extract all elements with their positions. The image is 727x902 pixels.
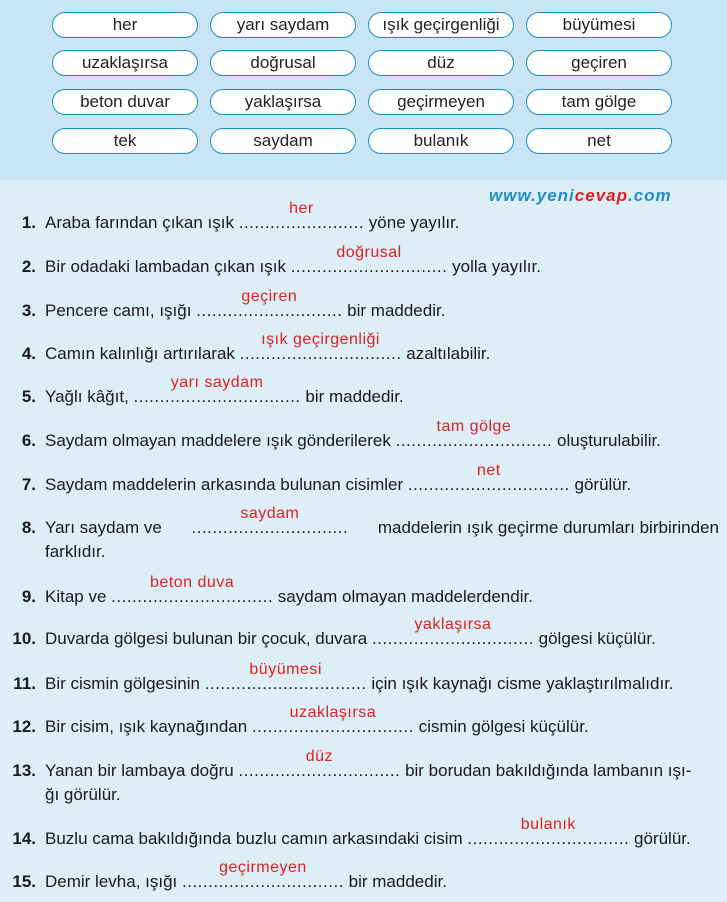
answer-blank: ............................... uzaklaşırsa [251,704,414,736]
question-suffix: bir maddedir. [300,387,404,406]
question-prefix: Kitap ve [45,587,112,606]
question-text [45,374,404,408]
handwritten-answer: ışık geçirgenliği [261,331,380,348]
question-number: 2. [21,257,36,276]
handwritten-answer: düz [305,748,334,765]
answer-blank: ............................... düz [238,748,401,780]
question-number: 15. [12,872,36,891]
handwritten-answer: yaklaşırsa [414,616,492,633]
answer-blank: ........................ her [238,200,365,232]
word-bank-pill: uzaklaşırsa [52,50,198,76]
question-prefix: Yanan bir lambaya doğru [45,761,239,780]
question-number: 3. [21,301,36,320]
question-text [45,661,674,695]
question-text [45,704,589,738]
word-bank-pill: bulanık [368,128,514,154]
question-suffix: görülür. [629,829,691,848]
question-text [45,200,460,234]
answer-blank: ................................ yarı saydam [133,374,301,406]
question-prefix: Saydam maddelerin arkasında bulunan cisimler [45,475,408,494]
question-number: 14. [12,829,36,848]
question-prefix: Bir cismin gölgesinin [45,674,205,693]
question-prefix: Duvarda gölgesi bulunan bir çocuk, duvara [45,629,372,648]
question-prefix: Saydam olmayan maddelere ışık gönderilerek [45,431,396,450]
question-number: 7. [21,475,36,494]
word-bank-pill: yarı saydam [210,12,356,38]
answer-blank: ............................... yaklaşırsa [371,616,534,648]
handwritten-answer: uzaklaşırsa [289,704,377,721]
handwritten-answer: saydam [240,505,300,522]
word-bank-panel [0,0,727,180]
handwritten-answer: geçirmeyen [219,859,307,876]
question-prefix: Bir cisim, ışık kaynağından [45,717,252,736]
word-bank-pill: her [52,12,198,38]
question-number: 1. [21,213,36,232]
word-bank-pill: beton duvar [52,89,198,115]
word-bank-pill: yaklaşırsa [210,89,356,115]
question-suffix: oluşturulabilir. [552,431,661,450]
question-prefix: Pencere camı, ışığı [45,301,197,320]
question-number: 5. [21,387,36,406]
question-text [45,505,719,539]
word-bank-pill: doğrusal [210,50,356,76]
question-number: 4. [21,344,36,363]
question-text [45,574,533,608]
handwritten-answer: net [476,462,501,479]
question-suffix: yöne yayılır. [364,213,460,232]
question-prefix: Camın kalınlığı artırılarak [45,344,240,363]
answer-blank: ............................ geçiren [196,288,343,320]
handwritten-answer: büyümesi [249,661,322,678]
question-number: 8. [21,518,36,537]
question-suffix: gölgesi küçülür. [533,629,656,648]
question-text [45,748,692,782]
question-prefix: Araba farından çıkan ışık [45,213,239,232]
word-bank-pill: saydam [210,128,356,154]
question-suffix: bir maddedir. [343,872,447,891]
answer-blank: ............................... geçirmeyen [182,859,344,891]
handwritten-answer: geçiren [241,288,298,305]
question-continuation: ğı görülür. [45,785,121,804]
question-text [45,859,447,893]
question-text [45,244,541,278]
handwritten-answer: her [289,200,314,217]
question-number: 6. [21,431,36,450]
answer-blank: ............................... ışık geçirgenliği [239,331,402,363]
question-text [45,331,491,365]
word-bank-pill: geçirmeyen [368,89,514,115]
site-watermark: www.yenicevap.com [489,186,672,205]
question-number: 12. [12,717,36,736]
answer-blank: ............................... bulanık [467,816,630,848]
question-continuation: farklıdır. [45,542,106,561]
handwritten-answer: bulanık [520,816,576,833]
answer-blank: .............................. doğrusal [290,244,448,276]
question-suffix: saydam olmayan maddelerdendir. [273,587,533,606]
question-suffix: maddelerin ışık geçirme durumları birbirinden [377,518,719,537]
question-suffix: bir borudan bakıldığında lambanın ışı- [400,761,692,780]
question-text [45,462,632,496]
word-bank-pill: ışık geçirgenliği [368,12,514,38]
question-suffix: azaltılabilir. [401,344,491,363]
question-text [45,616,656,650]
word-bank-pill: düz [368,50,514,76]
handwritten-answer: yarı saydam [170,374,264,391]
question-text [45,816,691,850]
question-suffix: için ışık kaynağı cisme yaklaştırılmalıdır. [366,674,674,693]
question-text [45,288,446,322]
question-number: 11. [13,674,36,693]
question-prefix: Yağlı kâğıt, [45,387,134,406]
question-suffix: görülür. [569,475,632,494]
handwritten-answer: beton duva [150,574,235,591]
question-prefix: Buzlu cama bakıldığında buzlu camın arkasındaki cisim [45,829,468,848]
answer-blank: .............................. saydam [191,505,349,537]
word-bank-pill: net [526,128,672,154]
question-number: 13. [12,761,36,780]
question-suffix: bir maddedir. [342,301,446,320]
question-number: 9. [21,587,36,606]
word-bank-pill: tek [52,128,198,154]
word-bank-pill: geçiren [526,50,672,76]
question-text [45,418,661,452]
question-suffix: yolla yayılır. [447,257,541,276]
question-number: 10. [12,629,36,648]
word-bank-pill: tam gölge [526,89,672,115]
answer-blank: ............................... büyümesi [204,661,367,693]
question-prefix: Bir odadaki lambadan çıkan ışık [45,257,291,276]
word-bank-pill: büyümesi [526,12,672,38]
question-suffix: cismin gölgesi küçülür. [413,717,589,736]
handwritten-answer: doğrusal [336,244,402,261]
answer-blank: .............................. tam gölge [395,418,553,450]
answer-blank: ............................... beton duva [111,574,274,606]
handwritten-answer: tam gölge [436,418,512,435]
question-prefix: Demir levha, ışığı [45,872,182,891]
question-prefix: Yarı saydam ve [45,518,162,537]
answer-blank: ............................... net [407,462,570,494]
